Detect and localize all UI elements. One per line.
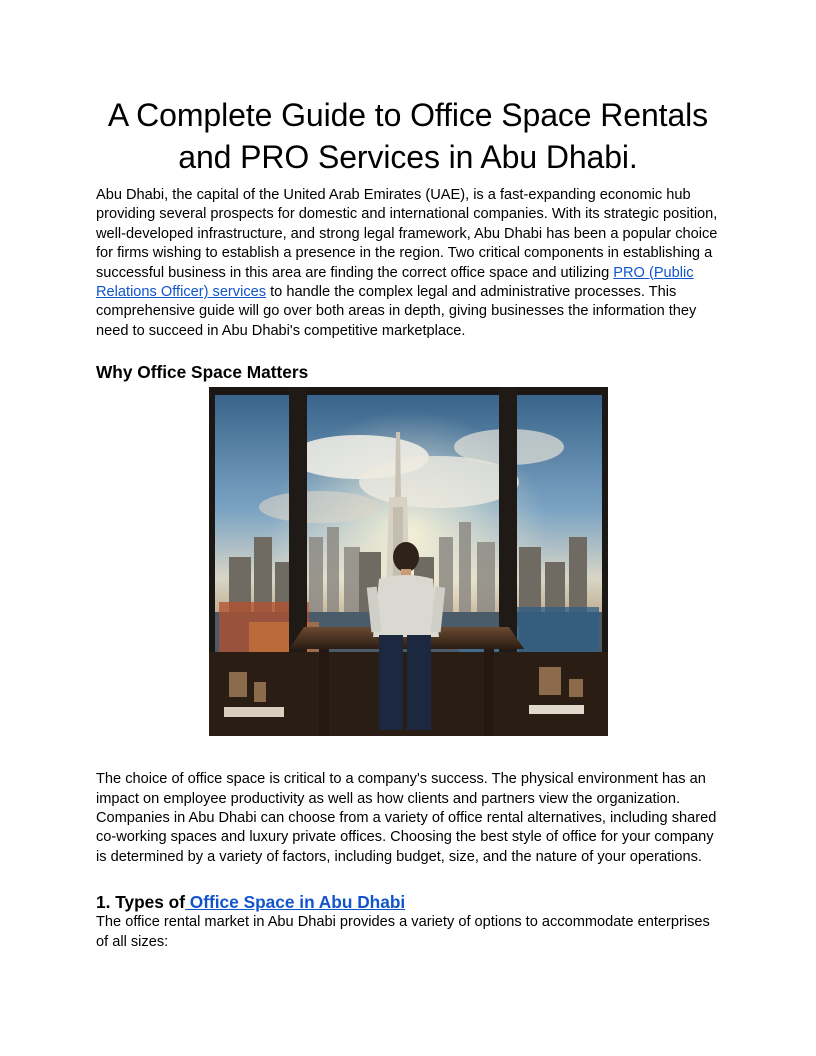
intro-paragraph [96,186,720,341]
document-page [96,94,720,952]
types-office-heading [96,891,720,913]
pro-services-link[interactable]: PRO (Public Relations Officer) services [96,264,694,301]
office-space-abu-dhabi-link[interactable]: Office Space in Abu Dhabi [185,892,406,913]
why-office-heading: Why Office Space Matters [96,362,309,383]
document-title: A Complete Guide to Office Space Rentals and PRO Services in Abu Dhabi. [107,97,709,175]
office-market-paragraph: The office rental market in Abu Dhabi provides a variety of options to accommodate enterprises of all sizes: [96,914,710,950]
intro-text-before-link: Abu Dhabi, the capital of the United Arab Emirates (UAE), is a fast-expanding economic hub providing several prospects for domestic and international companies. With its strategic position, well-developed infrastructure, and strong legal framework, Abu Dhabi has been a popular choice for firms wishing to establish a presence in the region. Two critical components in establishing a successful business in this area are finding the correct office space and utilizing [96,187,718,281]
intro-text-after-link: to handle the complex legal and administrative processes. This comprehensive guide will go over both areas in depth, giving businesses the information they need to succeed in Abu Dhabi's competitive marketplace. [96,284,697,339]
office-city-view-image [209,387,608,736]
types-heading-prefix: 1. Types of [96,892,185,913]
office-choice-paragraph: The choice of office space is critical to a company's success. The physical environment has an impact on employee productivity as well as how clients and partners view the organization. Companies in Abu Dhabi can choose from a variety of office rental alternatives, including shared co-working spaces and luxury private offices. Choosing the best style of office for your company is determined by a variety of factors, including budget, size, and the nature of your operations. [96,771,717,865]
